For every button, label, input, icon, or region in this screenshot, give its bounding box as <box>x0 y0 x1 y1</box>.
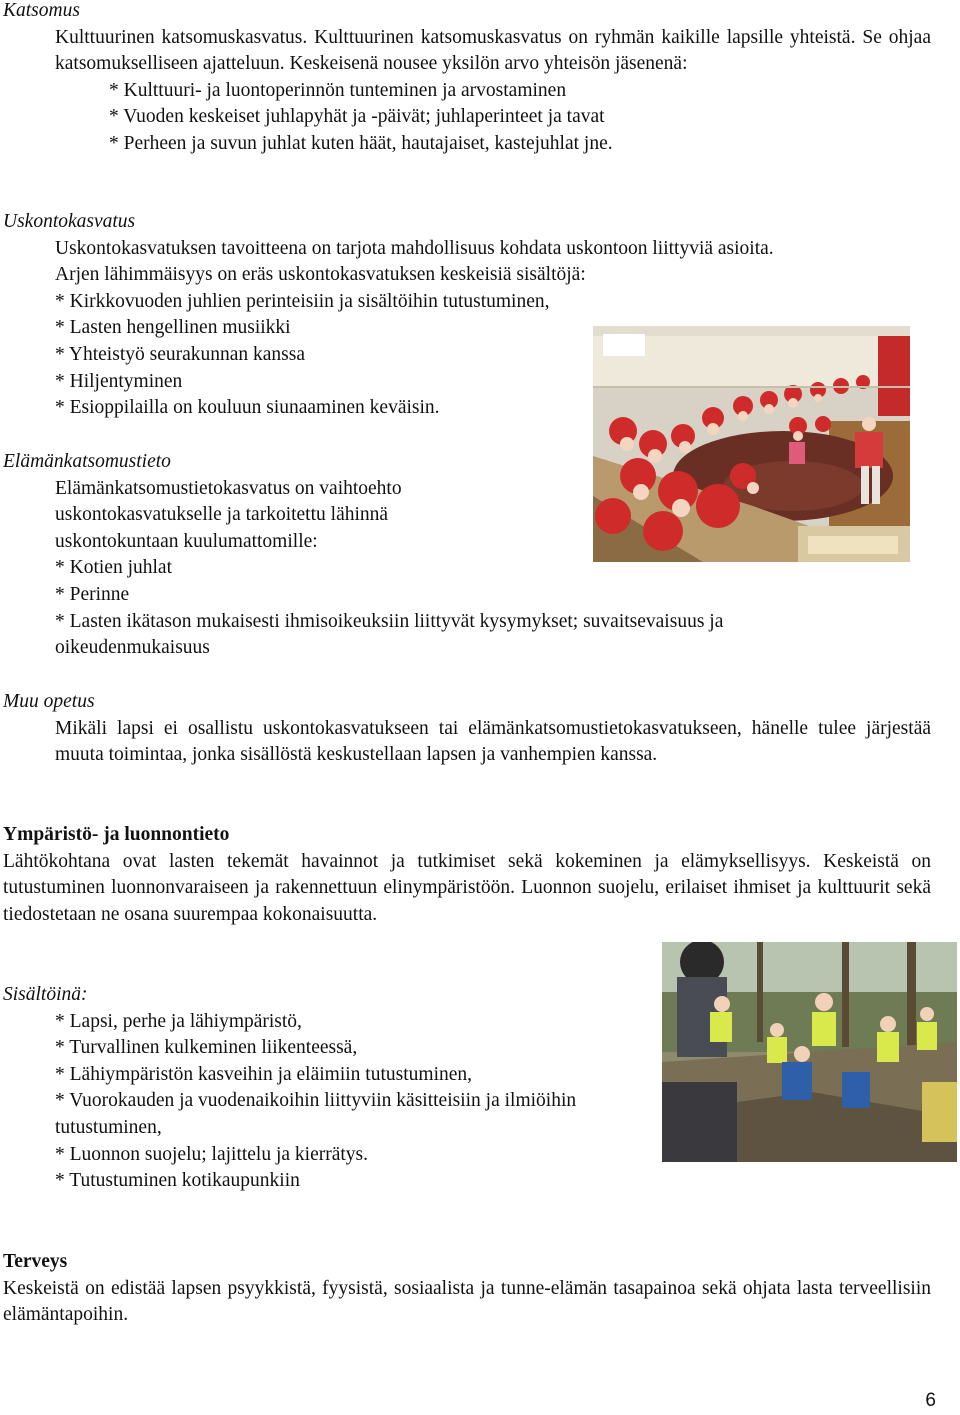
heading-uskontokasvatus: Uskontokasvatus <box>3 211 136 232</box>
page-number: 6 <box>925 1390 936 1411</box>
sisalto-item-2: * Turvallinen kulkeminen liikenteessä, <box>55 1037 358 1059</box>
elama-line-1: Elämänkatsomustietokasvatus on vaihtoehto <box>55 477 402 499</box>
sisalto-item-6: * Tutustuminen kotikaupunkiin <box>55 1170 300 1192</box>
uskonto-item-1: * Kirkkovuoden juhlien perinteisiin ja sisältöihin tutustuminen, <box>55 290 550 312</box>
elama-item-1: * Kotien juhlat <box>55 557 172 579</box>
sisalto-item-4: * Vuorokauden ja vuodenaikoihin liittyviin käsitteisiin ja ilmiöihin tutustuminen, <box>55 1090 577 1138</box>
heading-sisaltoina: Sisältöinä: <box>3 984 88 1005</box>
section-ymparisto <box>3 822 931 928</box>
sisalto-item-3: * Lähiympäristön kasveihin ja eläimiin tutustuminen, <box>55 1063 473 1085</box>
elama-line-3: uskontokuntaan kuulumattomille: <box>55 530 318 552</box>
heading-muu-opetus: Muu opetus <box>3 691 95 712</box>
sisalto-item-1: * Lapsi, perhe ja lähiympäristö, <box>55 1010 302 1032</box>
sisalto-item-5: * Luonnon suojelu; lajittelu ja kierrätys. <box>55 1143 369 1165</box>
heading-elamankatsomustieto: Elämänkatsomustieto <box>3 451 171 472</box>
heading-terveys: Terveys <box>3 1251 68 1272</box>
uskonto-item-2: * Lasten hengellinen musiikki <box>55 317 291 339</box>
section-elamankatsomustieto <box>3 449 931 662</box>
uskonto-item-5: * Esioppilailla on kouluun siunaaminen keväisin. <box>55 397 440 419</box>
uskonto-item-3: * Yhteistyö seurakunnan kanssa <box>55 343 306 365</box>
katsomus-item-2: * Vuoden keskeiset juhlapyhät ja -päivät; juhlaperinteet ja tavat <box>109 106 605 128</box>
section-katsomus <box>3 0 931 158</box>
muu-opetus-paragraph: Mikäli lapsi ei osallistu uskontokasvatukseen tai elämänkatsomustietokasvatukseen, hänelle tulee järjestää muuta toimintaa, jonka sisällöstä keskustellaan lapsen ja vanhempien kanssa. <box>55 717 931 766</box>
elama-line-2: uskontokasvatukselle ja tarkoitettu lähinnä <box>55 504 389 526</box>
terveys-paragraph: Keskeistä on edistää lapsen psyykkistä, fyysistä, sosiaalista ja tunne-elämän tasapainoa sekä ohjata lasta terveellisiin elämäntapoihin. <box>3 1277 931 1326</box>
heading-katsomus: Katsomus <box>3 0 80 21</box>
uskonto-line-1: Uskontokasvatuksen tavoitteena on tarjota mahdollisuus kohdata uskontoon liittyviä asioita. <box>55 237 774 259</box>
elama-item-3: * Lasten ikätason mukaisesti ihmisoikeuksiin liittyvät kysymykset; suvaitsevaisuus ja oikeudenmukaisuus <box>55 610 724 659</box>
section-sisaltoina <box>3 982 931 1195</box>
heading-ymparisto: Ympäristö- ja luonnontieto <box>3 824 230 845</box>
katsomus-item-3: * Perheen ja suvun juhlat kuten häät, hautajaiset, kastejuhlat jne. <box>109 132 613 154</box>
uskonto-line-2: Arjen lähimmäisyys on eräs uskontokasvatuksen keskeisiä sisältöjä: <box>55 264 586 286</box>
elama-item-2: * Perinne <box>55 583 130 605</box>
section-terveys <box>3 1249 931 1329</box>
section-muu-opetus <box>3 689 931 769</box>
katsomus-item-1: * Kulttuuri- ja luontoperinnön tunteminen ja arvostaminen <box>109 79 567 101</box>
katsomus-paragraph: Kulttuurinen katsomuskasvatus. Kulttuurinen katsomuskasvatus on ryhmän kaikille lapsille yhteistä. Se ohjaa katsomukselliseen ajatteluun. Keskeisenä nousee yksilön arvo yhteisön jäsenenä: <box>55 26 931 75</box>
uskonto-item-4: * Hiljentyminen <box>55 370 183 392</box>
ymparisto-paragraph: Lähtökohtana ovat lasten tekemät havainnot ja tutkimiset sekä kokeminen ja elämyksellisyys. Keskeistä on tutustuminen luonnonvaraiseen ja rakennettuun elinympäristöön. Luonnon suojelu, erilaiset ihmiset ja kulttuurit sekä tiedostetaan ne osana suurempaa kokonaisuutta. <box>3 850 931 925</box>
